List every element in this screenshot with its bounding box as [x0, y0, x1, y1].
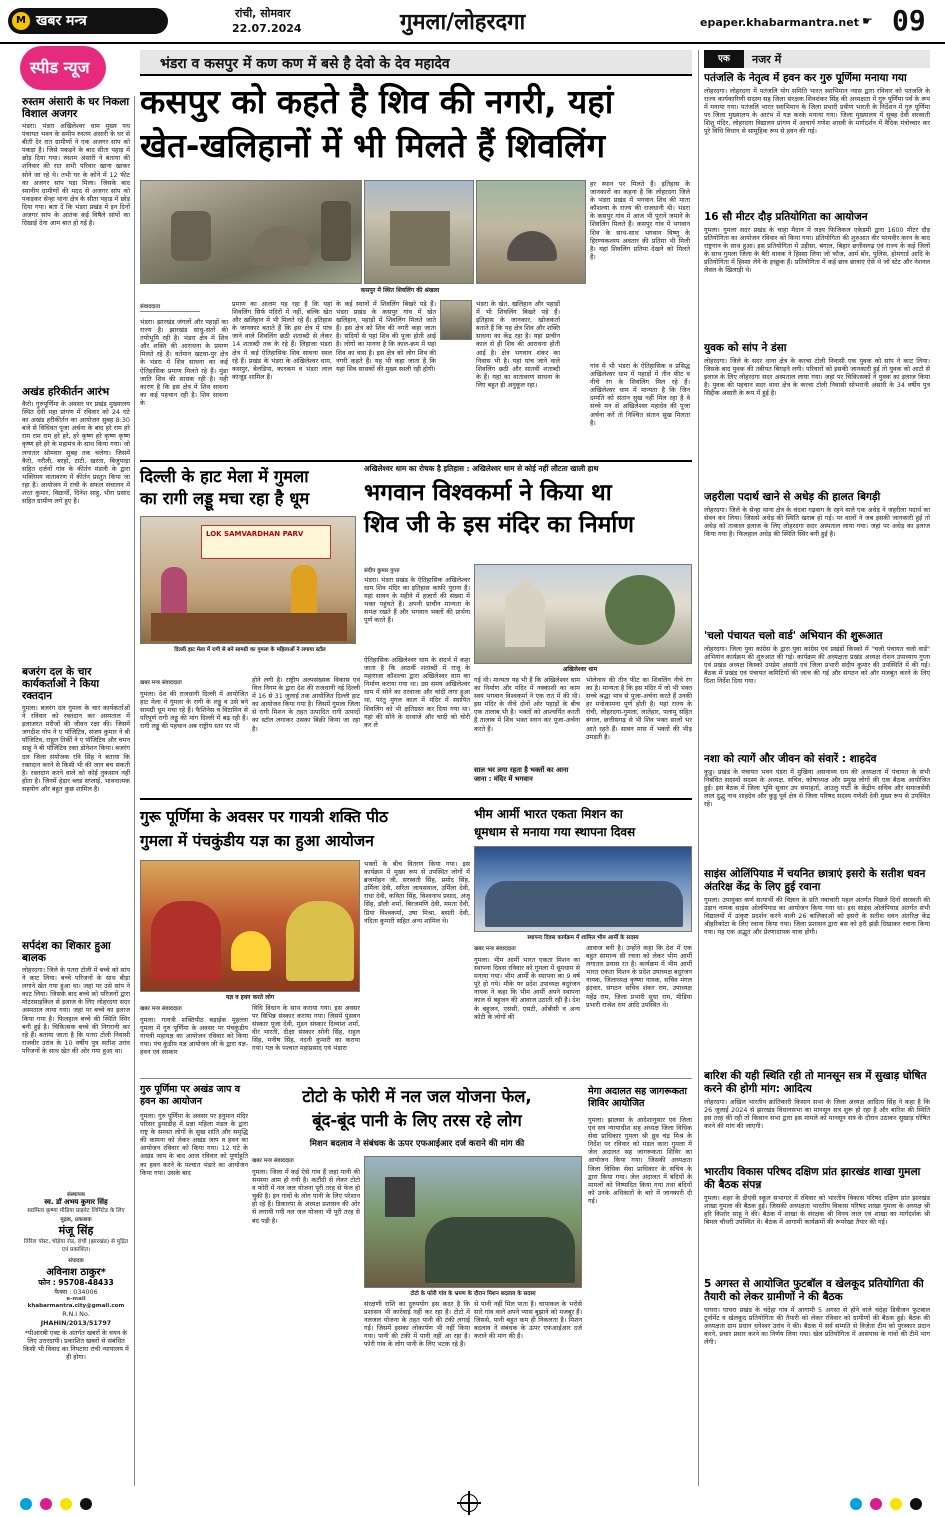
- crosshair-v: [468, 1491, 470, 1515]
- guru-headline-1: गुरू पूर्णिमा के अवसर पर गायत्री शक्ति पीठ: [140, 808, 389, 826]
- brief-headline: रुस्तम अंसारी के घर निकला विशाल अजगर: [22, 96, 130, 120]
- temple-spire: [505, 577, 545, 647]
- right-brief-headline: नशा को त्यागें और जीवन को संवारें : शाहदेव: [704, 753, 877, 765]
- right-brief: [704, 491, 930, 626]
- right-brief-body: घाघरा। घाघरा प्रखंड के चंदेहा गांव में आगामी 5 अगस्त से होने वाले चंदेहा डिवीजन फुटबाल टूर्नामेंट व खेलकूद प्रतियोगिता की तैयारी को लेकर रविवार को ग्रामीणों की बैठक हुई। बैठक की अध्यक्षता ग्राम प्रधान धनेश्वर उरांव ने की। बैठक में सर्व सम्मति से विजेता टीम को पुरस्कार प्रदान करने, प्रचार प्रसार करने का निर्णय लिया गया। खेल प्रतियोगिता में आसपास के गांवों की टीमें भाग लेंगी।: [704, 1306, 930, 1347]
- masthead-date: 22.07.2024: [232, 22, 302, 35]
- shivling-stone: [251, 226, 311, 266]
- lead-body-col1: भंडरा। झारखंड जंगलों और पहाड़ों का राज्य है। झारखंड साधु-संतों की तपोभूमि रही है। भंडरा क्षेत्र में शिव और शक्ति की आराधना के प्रमाण मिलते रहे हैं। वर्तमान खटवा-पुर क्षेत्र के भंडरा में शिव साधना का कई ऐतिहासिक प्रमाण मिलते रहे हैं। मुंडा जाति शिव की साधक रही है। यही कारण है कि इस क्षेत्र में शिव साधना का कई पहचान रही है। शिव साधना के: [140, 318, 228, 407]
- right-brief: [704, 868, 930, 1066]
- right-brief: [704, 1070, 930, 1162]
- color-swatch: [60, 1498, 72, 1510]
- bhim-body-2: आवाज बनी है। उन्होंने कहा कि देश में एक बहुत सामान्य सी रचना को लेकर भीम आर्मी लगातार प्रयास रत है। कार्यक्रम में भीम आर्मी भारत एकता मिशन के प्रदेश उपाध्यक्ष बदुरंजन नायक, जिलाध्यक्ष कृष्णा नायक, सचिव मंगल इंदवार, संगठन सचिव शंकर राम, उपाध्यक्ष महेंद्र राम, जिला प्रभारी सुधा राम, मीडिया प्रभारी राजेश राम आदि उपस्थित थे।: [586, 944, 692, 1009]
- imprint-rni-no: JHAHIN/2013/51797: [40, 1318, 112, 1327]
- lead-byline: संवाददाता: [140, 304, 161, 310]
- imprint-box: [22, 1190, 130, 1480]
- water-subhead: मिशन बदलाव ने संबंधक के ऊपर एफआईआर दर्ज कराने की मांग की: [309, 1139, 525, 1149]
- imprint-fax: फैक्स : 034006: [54, 1288, 98, 1297]
- imprint-owner: स्वामित्व कृष्णा मीडिया प्राइवेट लिमिटेड के लिए: [27, 1208, 125, 1214]
- registration-crosshair-icon: [460, 1494, 478, 1512]
- right-brief-headline: जहरीला पदार्थ खाने से अधेड़ की हालत बिगड़ी: [704, 491, 881, 503]
- delhi-headline-2: का रागी लड्डू मचा रहा है धूम: [140, 489, 310, 508]
- vishwakarma-quote: साल भर लगा रहता है भक्तों का आना जाना : मंदिर में भगवान: [474, 766, 569, 783]
- water-body-2: संरक्षणी राशि का दुरुपयोग इस कदर है कि प्रशासन भी कार्रवाई नहीं कर रहा है। टोटो में नलजल योजना के तहत पानी की टंकी लगाई गई। जिसमें इसका लोकार्पण भी नहीं किया गया। पानी की टंकी में पानी नहीं आ रहा है। फोरी गांव के लोग पानी के लिए भटक रहे हैं।: [364, 1300, 470, 1349]
- masthead: [0, 0, 945, 44]
- guru-body-3: भक्तों के बीच वितरण किया गया। इस कार्यक्रम में मुख्य रूप से उपस्थित लोगों में ब्रजमोहन जी, सरस्वती सिंह, प्रमोद सिंह, उर्मिला देवी, सरिता जायसवाल, उर्मिला देवी, राधा देवी, कविता सिंह, विश्वनाथ प्रसाद, अंजू सिंह, डॉली शर्मा, बिरजमणि देवी, ममता देवी, प्रिया विश्वकर्मा, उषा मिश्रा, बसंती देवी, नंदिता कुमारी सहित अन्य शामिल थे।: [364, 860, 470, 925]
- brief-blood-donation: [22, 666, 130, 936]
- devotees: [151, 901, 221, 981]
- right-brief-headline: पतंजलि के नेतृत्व में हवन कर गुरु पूर्णिमा मनाया गया: [704, 72, 907, 84]
- lead-body-col3: के कई स्थानों में शिवलिंग बिखरे पड़े हैं। भंडरा प्रखंड के कसपुर गांव में खेत खलिहान, पहाड़ों में शिवलिंग मिलते जाते हैं। इस क्षेत्र को शिव की नगरी कहा जाता है। सदियों से यहां शिव की पूजा होती आई है। लोगों का मानना है कि काल-क्रम में यहां शिव का वास है। इस क्षेत्र को लोग शिव की नगरी कहते हैं। यह भी कहा जाता है कि यहां शिव साधकों की मुख्य स्थली रही होगी।: [336, 300, 436, 373]
- water-body-3: से पानी नहीं मिल पाता है। चापाकल के भरोसे सारे गांव वाले अपने प्यास बुझाने को मजबूर हैं। जिससे, पानी बहुत कम ही निकलता है। मिशन बदलाव ने संबंधक के ऊपर एफआईआर दर्ज कराने की मांग की है।: [474, 1300, 582, 1341]
- right-brief: [704, 342, 930, 487]
- section-rule: [140, 798, 692, 800]
- vishwakarma-body-2: ऐतिहासिक अखिलेश्वर धाम के संदर्भ में कहा जाता है कि आठवीं शताब्दी में राजू के महाराजा कौशल्या द्वारा अखिलेश्वर धाम का निर्माण कराया गया था। उस समय अखिलेश्वर धाम में सोने का दरवाजा और चांदी लगा हुआ था, परंतु मुगल काल में मंदिर में स्थापित शिवलिंग को भी क्षतिग्रस्त कर दिया गया था। यहां की सोने के दरवाजे और चांदी को चोरी कर ले: [364, 656, 470, 729]
- right-brief: [704, 1166, 930, 1274]
- lead-photo-3: [476, 180, 586, 284]
- lead-kicker: [140, 50, 692, 76]
- yagya-fire: [231, 931, 271, 971]
- delhi-byline: खबर मन्त्र संवाददाता: [140, 680, 182, 686]
- speed-news-label: स्पीड न्यूज: [30, 58, 90, 77]
- vishwakarma-kicker: अखिलेश्वर धाम का रोचक है इतिहास : अखिलेश्वर धाम से कोई नहीं लौटता खाली हाथ: [364, 464, 599, 473]
- delhi-photo: [140, 516, 356, 644]
- color-swatch: [20, 1498, 32, 1510]
- color-swatch: [870, 1498, 882, 1510]
- imprint-founder: स्व. डॉ अभय कुमार सिंह: [44, 1198, 108, 1206]
- right-brief-headline: बारिश की यही स्थिति रही तो मानसून सत्र में सुखाड़ घोषित करने की होगी मांग: आदित्य: [704, 1070, 927, 1095]
- water-photo-caption: टोटो के फोरी गांव के भ्रमण के दौरान मिशन बदलाव के सदस्य: [410, 1291, 536, 1297]
- vishwakarma-body-3: गई थी। मान्यता यह भी है कि अखिलेश्वर धाम का निर्माण और मंदिर में नक्काशी का काम स्वयं भगवान विश्वकर्मा ने एक रात में की थी। इस मंदिर के नीचे दोनों ओर पहाड़ों के बीच एक तालाब भी है। भक्तों को आश्चर्यित करती है तालाब में शिव भक्त स्नान कर पूजा-अर्चना करते हैं।: [474, 676, 580, 733]
- right-brief-body: लोहरदगा। अखिल भारतीय क्रांतिकारी किसान सभा के जिला अध्यक्ष आदित्य सिंह ने कहा है कि 26 जुलाई 2024 से झारखंड विधानसभा का मानसून सत्र शुरू हो रहा है और बारिश की स्थिति इस तरह की रही तो किसान सभा द्वारा इस मामले को मानसून सत्र के दौरान उठाकर सुखाड़ घोषित करने की मांग की जाएगी।: [704, 1098, 930, 1131]
- bhim-headline-1: भीम आर्मी भारत एकता मिशन का: [474, 807, 623, 821]
- right-brief-body: लोहरदगा। जिले के सेन्हा थाना क्षेत्र के चंदवा गढ़वाग के रहने वाले एक अधेड़ ने जहरीला पदार्थ का सेवन कर लिया। जिससे अधेड़ की स्थिति खराब हो गई। पर वालों ने जब इसकी जानकारी हुई तो अधेड़ को तत्काल इलाज के लिए लोहरदगा सदर अस्पताल लाया गया। जहां पर अधेड़ का इलाज किया गया है। फिलहाल अधेड़ की स्थिति स्थिर बनी हुई है।: [704, 506, 930, 539]
- water-body-1: गुमला। जिला में कई ऐसे गांव हैं जहां पानी की समस्या आम हो गयी है। कटौंदी से लेकर टोटो व फोरी में नल जल योजना पूरी तरह से फेल हो चुकी है। इन गांवों के लोग पानी के लिए परेशान हो रहे हैं। डिकारपा के अध्यक्ष प्रशासन की ओर से लगायी गयी नल जल योजना भी पूरी तरह से बंद पड़ी है।: [252, 1168, 360, 1225]
- color-swatch: [80, 1498, 92, 1510]
- right-brief: [704, 630, 930, 749]
- water-headline-2: बूंद-बूंद पानी के लिए तरस रहे लोग: [312, 1111, 522, 1130]
- stall-table: [151, 613, 347, 641]
- brief-snakebite: [22, 940, 130, 1156]
- registration-bar: [0, 1490, 945, 1517]
- brief-body: भंडरा। भंडरा अखिलेश्वर धाम मुख्य पथ पंचायत भवन के समीप रुस्तम अंसारी के घर से बीती देर रात ग्रामीणों ने एक अजगर सांप को पकड़ा है। जिसे पकड़ने के बाद सीता पहाड़ में छोड़ दिया गया। रुस्तम अंसारी ने बताया की शनिवार की रात सभी परिवार खाना खाकर सोने जा रहे थे। तभी घर के कोने में 12 फीट का अजगर सांप पड़ा मिला। जिसके बाद स्थानीय ग्रामीणों की मदद से अजगर सांप को पकड़कर सेन्हा थाना क्षेत्र के सीता पहाड़ में छोड़ दिया गया। बता दें कि भंडरा प्रखंड में इन दिनों अजगर सांप के आतंक कई विषैले सांपों का दिखाई देना आम बात हो गई है।: [22, 122, 130, 228]
- masthead-city-day: रांची, सोमवार: [235, 7, 291, 20]
- brief-body: कैरो। गुरुपूर्णिमा के अवसर पर प्रखंड मुख्यालय स्थित देवी महा प्रांगण में रविवार को 24 घंटे का अखंड हरीकीर्तन का आयोजन सुबह 8:30 बजे से विधिवत पूजा अर्चना के बाद हरे राम हरे राम राम राम हरे हरे, हरे कृष्ण हरे कृष्ण कृष्ण कृष्ण हरे हरे के महामंत्र के साथ किया गया। जो लगातार सोमवार सुबह तक चलेगा। जिसमें कैरो, नरौली, बरहो, टाटी, खरता, बिजुपाड़ा सहित दर्जनों गांव के कीर्तन मंडली के द्वारा भक्तिमय वातावरण में कीर्तन प्रस्तुत किया जा रहा है। आयोजन में रांची के सफल संचालन में शरत कुमार, विद्यार्थी, दिनेश साहु, भीरा प्रसाद सहित ग्रामीण लगे हुए हैं।: [22, 400, 130, 506]
- color-swatch: [890, 1498, 902, 1510]
- water-tank: [385, 1177, 415, 1217]
- shivling-stone: [321, 201, 351, 261]
- nazar-label: नजर में: [752, 53, 782, 66]
- byline-rule: [140, 311, 200, 312]
- right-column: [704, 72, 930, 1482]
- devotees: [286, 901, 354, 981]
- brief-headline: सर्पदंश का शिकार हुआ बालक: [22, 940, 111, 964]
- lead-headline-2: खेत-खलिहानों में भी मिलते हैं शिवलिंग: [140, 126, 606, 165]
- brief-headline: बजरंग दल के चार कार्यकर्ताओं ने किया रक्तदान: [22, 666, 100, 702]
- shivling-stone: [171, 211, 211, 261]
- brief-kirtan: [22, 386, 130, 662]
- right-brief-body: गुमला। उपायुक्त कर्ण सत्यार्थी की विज्ञान के प्रति नवाचारी पहल अंतर्गत पिछले दिनों सरस्वती की उड़ान नामक साइंस ओलंपियाड का आयोजन किया गया था। इस साइंस ओलंपियाड अंतर्गत सभी विद्यालयों में उत्कृष्ट प्रदर्शन करने वाली 26 बालिकाओं को इसरो के सतीश धवन अंतरिक्ष केंद्र श्रीहरिकोटा के लिए रवाना किया गया। जिला प्रशासन द्वारा बस को हरी झंडी दिखाकर रवाना किया गया। यह एक अद्भुत और प्रेरणादायक यात्रा होगी।: [704, 896, 930, 937]
- bhim-byline: खबर मन्त्र संवाददाता: [474, 946, 516, 952]
- legal-body: गुमला। झालसा के आदेशानुसार एवं जिला एवं सत्र न्यायाधीश सह अध्यक्ष जिला विधिक सेवा प्राधिकार गुमला श्री ध्रुव चंद्र मिश्र के निर्देश पर रविवार को मंडल कारा गुमला में जेल अदालत सह जागरूकता शिविर का आयोजन किया गया। जिसकी अध्यक्षता जिला विधिक सेवा प्राधिकार के सचिव के द्वारा किया गया। जेल अदालत में बंदियों के मामलों को निष्पादित किया गया तथा बंदियों को उनके अधिकारों के बारे में जानकारी दी गई।: [588, 1116, 692, 1205]
- delhi-body-2: होने लगी है। राष्ट्रीय अल्पसंख्यक विकास एवं वित्त निगम के द्वारा देश की राजधानी नई दिल्ली में 16 से 31 जुलाई तक आयोजित दिल्ली हाट का आयोजन किया गया है। जिसमें गुमला जिला से रागी मिशन के तहत उत्पादित रागी उत्पादों का स्टॉल लगाकर उसका बिक्री किया जा रहा है।: [252, 676, 360, 733]
- right-brief-headline: भारतीय विकास परिषद दक्षिण प्रांत झारखंड शाखा गुमला की बैठक संपन्न: [704, 1166, 921, 1191]
- water-photo: [364, 1156, 582, 1288]
- tree: [605, 575, 675, 645]
- color-swatch: [910, 1498, 922, 1510]
- lead-photo-4: [440, 300, 472, 340]
- nazar-tag: एक: [704, 50, 744, 68]
- bhim-body-1: गुमला। भीम आर्मी भारत एकता मिशन का स्थापना दिवस रविवार को गुमला में धूमधाम से मनाया गया। भीम आर्मी के स्थापना का 9 वर्ष पूरे हो गये। मौके पर प्रदेश उपाध्यक्ष बदुरंजन नायक ने कहा कि भीम आर्मी अपने स्थापना काल से बहुजन की आवाज उठाती रही है। देश के बहुजन, एससी, एसटी, ओबीसी व अन्य कोटी के लोगों की: [474, 956, 580, 1021]
- guru-box-body-1: गुमला। गुरु पूर्णिमा के अवसर पर हनुमान मंदिर परिसर डुमरडीह में प्रज्ञा महिला मंडल के द्वारा राष्ट्र के समस्त लोगों के सुख शांति और समृद्धि की कामना को लेकर अखंड जाप व हवन का आयोजन रविवार को किया गया। 12 घंटे के अखंड जाप के बाद आज रविवार को पूर्णाहुति का हवन करने के पश्चात भंडारे का आयोजन किया गया। उसके बाद: [140, 1112, 248, 1177]
- site-url[interactable]: epaper.khabarmantra.net: [700, 16, 859, 29]
- speed-news-badge: [20, 46, 106, 90]
- guru-body-2: विधि विधान के साथ कराया गया। इस अवसर पर विभिन्न संस्कार कराया गया। जिसमें पुंसवन संस्कार पूजा देवी, मुंडन संस्कार दिव्यांश शर्मा, वीर भारती, दीक्षा संस्कार सोनी सिंह, राहुल सिंह, मनीष सिंह, नंदनी कुमारी का कराया गया। यज्ञ के पश्चात महाप्रसाद एवं भंडारा: [252, 1004, 360, 1053]
- color-swatch: [850, 1498, 862, 1510]
- imprint-phone: फोन : 95708-48433: [38, 1278, 114, 1288]
- legal-headline: मेगा अदालत सह जागरूकता शिविर आयोजित: [588, 1086, 687, 1109]
- right-brief: [704, 72, 930, 207]
- lead-headline-1: कसपुर को कहते है शिव की नगरी, यहां: [140, 82, 614, 121]
- lead-kicker-text: भंडरा व कसपुर में कण कण में बसे है देवो के देव महादेव: [160, 56, 450, 72]
- right-brief-body: लोहरदगा। जिला युवा कांग्रेस के द्वारा युवा कांग्रेस एवं प्रखंडों किस्को में "चलो पंचायत चलो वार्ड" अभियान कार्यक्रम की शुरुआत की गई। कार्यक्रम की अध्यक्षता प्रखंड अध्यक्ष रोशन उपाध्याय गुप्ता एवं प्रखंड अध्यक्ष किस्को उपप्रेम अंसारी एवं जिला प्रभारी संदीप कुमार की उपस्थिति में की गई। बैठक में प्रखंड एवं पंचायत कमिटियों की जांच की गई और संगठन को और मजबूत करने के लिए दिशा निर्देश दिया गया।: [704, 645, 930, 686]
- section-rule: [140, 1078, 692, 1079]
- lead-photo-caption: कसपुर में स्थित शिवलिंग की श्रंखला: [360, 287, 440, 294]
- delhi-photo-caption: दिल्ली हाट मेला में रागी से बने सामग्री का गुमला के महिलाओं ने लगाया स्टॉल: [174, 647, 326, 653]
- vishwakarma-body-4: भोलेनाथ की तीन फीट का शिवलिंग नीचे रंग का है। मान्यता है कि इस मंदिर में जो भी भक्त सच्चे श्रद्धा भाव से पूजा-अर्चना करते हैं उनकी हर मनोकामना पूर्ण होती है। यहां राज्य के रांची, लोहरदगा-गुमला, लातेहार, पलामू सहित बंगाल, छत्तीसगढ़ से भी शिव भक्त सालों भर आते रहते हैं। सावन मास में भक्तों की भीड़ उमड़ती है।: [586, 676, 692, 741]
- vishwakarma-headline-2: शिव जी के इस मंदिर का निर्माण: [364, 512, 634, 538]
- imprint-press: तिरिल पोस्ट, चोड़ेया रोड, रांची (झारखंड) से मुद्रित एवं प्रकाशित।: [23, 1239, 129, 1254]
- water-byline: खबर मन्त्र संवाददाता: [252, 1158, 294, 1164]
- vishwakarma-headline-1: भगवान विश्वकर्मा ने किया था: [364, 480, 612, 506]
- brief-body: गुमला। बजरंग दल गुमला के चार कार्यकर्ताओं ने रविवार को रक्तदान कर अस्पताल में इलाजरत मरीजों की जीवन रक्षा की। जिसमें जगदीश गोप ने ए पॉजिटिव, संजय कुमार ने बी पॉजिटिव, राहुल तिर्की ने ए पॉजिटिव और चमन साहू ने बी पॉजिटिव रक्त डोनेशन किया। बजरंग दल जिला संयोजक रवि सिंह ने बताया कि रक्तदान करने से किसी भी की जान बच सकती है। रक्तदान करने वाले को कोई नुकसान नहीं होता है। जिनमें हेड़ार ब्लड सप्लाई, भावनात्मक सहयोग और बहुत कुछ शामिल है।: [22, 704, 130, 793]
- event-banner: [201, 525, 331, 559]
- brief-python: [22, 96, 130, 382]
- lead-body-col5: हर स्थान पर मिलते हैं। इतिहास के जानकारों का कहना है कि लोहरदगा जिले के भंडरा प्रखंड में भगवान शिव की माता कौशल्या के राज्य की राजधानी थी। भंडरा के कसपुर गांव में आज भी पुराने जमाने के शिवलिंग मिलते हैं। कसपुर गांव में भगवान शिव के साथ-साथ भगवान विष्णु के हिरण्यकश्यप अवतार की प्रतिमा भी मिली है। यहां शिवलिंग प्रतिमा देखने को मिलते हैं।: [590, 180, 690, 261]
- left-column: [22, 96, 130, 1156]
- lead-body-col2: प्रमाण का आलम यह रहा है कि यहां शिवलिंग सिर्फ मंदिरों में नहीं, बल्कि खेत और खलिहान में भी मिलते रहे हैं। इतिहास के जानकार बताते हैं कि इस क्षेत्र में पांच जाने वाले शिवलिंग छठी शताब्दी से लेकर 14 शताब्दी तक के रहे हैं। लिहाजा भंडरा क्षेत्र में कई ऐतिहासिक शिव साधना स्थल रहे हैं। प्रखंड के भंडरा के अखिलेश्वर धाम, कसपुर, बेलडिपा, कारकम व भंडरा लाल काजूड़ शामिल हैं।: [232, 300, 332, 381]
- yagya-photo: [140, 860, 360, 992]
- lead-body-col6: गांव में भी भंडरा के ऐतिहासिक व प्रसिद्ध अखिलेश्वर धाम में पहाड़ों में तीन फीट व नीचे रंग के शिवलिंग मिल रहे हैं। अखिलेश्वर धाम में मान्यता है कि जिन दम्पति को संतान सुख नहीं मिल रहा है वे सच्चे मन से अखिलेश्वर महादेव की पूजा अर्चना करें तो निश्चित संतान सुख मिलता है।: [590, 362, 690, 427]
- bhim-photo-caption: स्थापना दिवस कार्यक्रम में शामिल भीम आर्मी के सदस्य: [527, 935, 639, 941]
- shivling-stone: [507, 231, 557, 261]
- imprint-heading: संस्थापक: [66, 1192, 86, 1198]
- right-brief-body: गुमला। गुमला सदर प्रखंड के चाहा मैदान में लक्ष्य फिजिकल एकेडमी द्वारा 1600 मीटर दौड़ प्रतियोगिता का आयोजन रविवार को किया गया। प्रतियोगिता की शुरुआत वीर परमवीर करन के बाद राष्ट्रगान के साथ हुआ। इस प्रतियोगिता में उड़ीसा, बंगाल, बिहार छत्तीसगढ़ एवं राज्य के कई जिलों के साथ गुमला जिला के बैरी धावक ने हिस्सा लिया जो फौज, आर्म बोर, पुलिस, होमगार्ड आदि के प्रतियोगिता में हिस्सा लेने के इच्छुक हैं। प्रतियोगिता में कई छात्र छात्राएं ऐसे थे जो स्टेट और नेशनल लेवल के खिलाड़ी थे।: [704, 226, 930, 275]
- imprint-rni: R.N.I No.: [62, 1310, 90, 1319]
- right-brief: [704, 753, 930, 864]
- right-brief-body: गुमला। शहर के डीएवी स्कूल सभागार में रविवार को भारतीय विकास परिषद दक्षिण प्रांत झारखंड शाखा गुमला की बैठक हुई। जिसकी अध्यक्षता भारतीय विकास परिषद शाखा गुमला के अध्यक्ष श्री हरि किशोर साहू ने की। बैठक में शाखा के संरक्षक श्री विनय लाल एवं शाखा का मार्गदर्शक श्री बिमल चौधरी उपस्थित थे। बैठक में आगामी कार्यक्रमों की रूपरेखा तैयार की गई।: [704, 1194, 930, 1227]
- guru-box-headline: गुरु पूर्णिमा पर अखंड जाप व हवन का आयोजन: [140, 1084, 241, 1107]
- guru-byline: खबर मन्त्र संवाददाता: [140, 1006, 182, 1012]
- imprint-email[interactable]: khabarmantra.city@gmail.com: [27, 1303, 125, 1310]
- right-brief-body: लोहरदगा। लोहरदगा में पतंजलि योग समिति भारत स्वाभिमान न्यास द्वारा रविवार को पतंजलि के राज्य कार्यकारिणी सदस्य सह जिला संरक्षक शिवशंकर सिंह की अध्यक्षता में गुरु पूर्णिमा पर्व के रूप में मनाया गया। पतंजलि भारत स्वाभिमान के जिला प्रभारी प्रवीण भारती के निर्देशन में गुरु पूर्णिमा पर जिला मुख्यालय के आरंभ में यज्ञ करके मनाया गया। जिला मुख्यालय में सुबह देवी सरस्वती शिशु मंदिर, लोहरदगा विद्यालय प्रांगण में आचार्य गणेश शास्त्री के मार्गदर्शन में वैदिक मंत्रोच्चार कर पूरे विधि विधान से सामूहिक रूप से हवन की गई।: [704, 87, 930, 136]
- right-brief: [704, 1278, 930, 1406]
- cursor-icon: ☛: [862, 14, 873, 28]
- column-divider: [698, 50, 699, 1486]
- water-headline-1: टोटो के फोरी में नल जल योजना फेल,: [302, 1087, 532, 1106]
- right-brief: [704, 211, 930, 338]
- imprint-publisher-label: मुद्रक, प्रकाशक: [60, 1217, 92, 1224]
- brand-logo: [8, 8, 168, 34]
- page-number: 09: [892, 4, 926, 37]
- brief-body: लोहरदगा। जिले के पतरा टोली में बच्चे को सांप ने काट लिया। बच्चे परिजनों के साथ बीड़ा लगाने खेत गया हुआ था। जहां पर उसे सांप ने काट लिया। जिसके बाद बच्चे को परिजनों द्वारा मोटरसाइकिल से इलाज के लिए लोहरदगा सदर अस्पताल लाया गया। जहां पर बच्चे का इलाज किया गया है। फिलहाल बच्चे की स्थिति स्थिर बनी हुई है। चिकित्सक बच्चे की निगरानी कर रहे हैं। बताया जाता है कि पतरा टोली निवासी राजवीर उरांव के 10 वर्षीय पुत्र सतीश उरांव परिजनों के साथ खेत की ओर गया हुआ था।: [22, 966, 130, 1055]
- delhi-body-1: गुमला। देश की राजधानी दिल्ली में आयोजित हाट मेला में गुमला के रागी के लड्डू व उसे बने सामग्री धूम मचा रहे हैं। फैशिनेस व विटामिन से परिपूर्ण रागी लड्डू की मांग दिल्ली में बढ़ रही है। रागी लड्डू की पहचान अब राष्ट्रीय स्तर पर भी: [140, 690, 248, 731]
- imprint-note: *पीआरबी एक्ट के अंतर्गत खबरों के चयन के लिए उत्तरदायी। प्रकाशित खबरों से संबंधित किसी भी विवाद का निपटारा रांची न्यायालय में ही होगा।: [23, 1328, 129, 1361]
- lead-photo-1: [140, 180, 362, 284]
- section-rule: [140, 460, 692, 462]
- color-swatch: [40, 1498, 52, 1510]
- vishwakarma-byline: संदीप कुमार गुप्ता: [364, 568, 400, 574]
- column-divider: [134, 96, 135, 1486]
- yagya-photo-caption: यज्ञ व हवन करते लोग: [225, 994, 275, 1001]
- nazar-header: [704, 50, 930, 68]
- delhi-headline-1: दिल्ली के हाट मेला में गुमला: [140, 467, 309, 486]
- right-brief-headline: 'चलो पंचायत चलो वार्ड' अभियान की शुरूआत: [704, 630, 883, 642]
- guru-headline-2: गुमला में पंचकुंडीय यज्ञ का हुआ आयोजन: [140, 832, 374, 850]
- group-people: [425, 1217, 575, 1283]
- vishwakarma-body-1: भंडरा। भंडरा प्रखंड के ऐतिहासिक अखिलेश्वर धाम शिव मंदिर का इतिहास काफी पुराना है। यहां सावन के महीने में हजारों की संख्या में भक्त पहुंचते हैं। अपनी प्राचीन मान्यता के समक्ष रखते हैं और भगवान भक्तों की प्रार्थना पूर्ण करते हैं।: [364, 576, 470, 625]
- temple-structure: [390, 211, 450, 266]
- right-brief-body: लोहरदगा। जिले के सदर थाना क्षेत्र के करचा टोली निवासी एक युवक को सांप ने काट लिया। जिसके बाद युवक की तबीयत बिगड़ने लगी। परिवारों को इसकी जानकारी हुई तो युवक को आटो से इलाज के लिए लोहरदगा सदर अस्पताल लाया गया। जहां पर चिकित्सकों ने युवक का इलाज किया है। युवक की पहचान सदर थाना क्षेत्र के करचा टोली निवासी सोभरानी अंसारी के 34 वर्षीय पुत्र सिद्दीक अंसारी के रूप में हुई है।: [704, 357, 930, 398]
- temple-photo: [474, 564, 692, 664]
- group-people: [485, 881, 683, 927]
- section-title: गुमला/लोहरदगा: [400, 10, 526, 35]
- imprint-editor-label: संपादक: [68, 1258, 84, 1265]
- imprint-editor: अविनाश ठाकुर*: [46, 1267, 106, 1279]
- right-brief-headline: युवक को सांप ने डंसा: [704, 342, 787, 354]
- lead-photo-2: [364, 180, 474, 284]
- event-banner-text: LOK SAMVARDHAN PARV: [206, 530, 304, 538]
- right-brief-body: कुडु। प्रखंड के पंचायत भवन पंडरा में मुखिया असनाथ्य राम की अध्यक्षता में पंचायत के सभी निबंधित सदस्यों सदस्य के अध्यक्ष, सचिव, कोषाध्यक्ष और प्रमुख लोगों की एक बैठक आयोजित हुई। इस बैठक में जिला भूमि सुधार उप समाहर्ता, आउलु पार्टी के केंद्रीय सचिव और समाजसेवी लाल दुद्धु नाथ शाहदेव और कुडु पूर्व क्षेत्र से जिला परिषद सदस्य गणेशी देवी मुख्य रूप से उपस्थित रहे।: [704, 768, 930, 809]
- guru-body-1: गुमला। गायत्री शक्तिपीठ बड़ाईक मुहल्ला गुमला में गुरु पूर्णिमा के अवसर पर पंचकुंडीय गायत्री महायज्ञ का आयोजन रविवार को किया गया। पंच कुंडीय यज्ञ आयोजन जी के द्वारा यज्ञ-हवन एवं संस्कार: [140, 1016, 248, 1057]
- brief-headline: अखंड हरिकीर्तन आरंभ: [22, 386, 110, 398]
- right-brief-headline: 16 सौ मीटर दौड़ प्रतियोगिता का आयोजन: [704, 211, 868, 223]
- right-brief-headline: 5 अगस्त से आयोजित फुटबॉल व खेलकूद प्रतियोगिता की तैयारी को लेकर ग्रामीणों ने की बैठक: [704, 1278, 924, 1303]
- lead-body-col4: भंडरा के खेत, खलिहान और पहाड़ों में भी शिवलिंग बिखरे पड़े हैं। इतिहास के जानकार, खोजकर्ता बताते हैं कि यह क्षेत्र शिव और शक्ति साधना का केंद्र रहा है। यहां प्राचीन काल से ही शिव की आराधना होती आई है। क्षेत्र भगवान शंकर का निवास भी है। यहां पांच जाने वाले शिवलिंग छठी और सातवीं शताब्दी के हैं। यहां का वातावरण साधना के लिए बहुत ही अनुकूल रहा।: [476, 300, 560, 389]
- right-brief-headline: साइंस ओलिंपियाड में चयनित छात्राएं इसरो के सतीश धवन अंतरिक्ष केंद्र के लिए हुई रवाना: [704, 868, 926, 893]
- imprint-email-label: e-mail: [66, 1296, 86, 1303]
- brand-name: खबर मन्त्र: [36, 13, 87, 29]
- imprint-publisher: मंजू सिंह: [58, 1224, 94, 1238]
- bhim-headline-2: धूमधाम से मनाया गया स्थापना दिवस: [474, 825, 636, 839]
- brand-logo-icon: M: [12, 12, 30, 30]
- temple-photo-caption: अखिलेश्वर धाम: [562, 666, 598, 673]
- bhim-photo: [474, 846, 692, 932]
